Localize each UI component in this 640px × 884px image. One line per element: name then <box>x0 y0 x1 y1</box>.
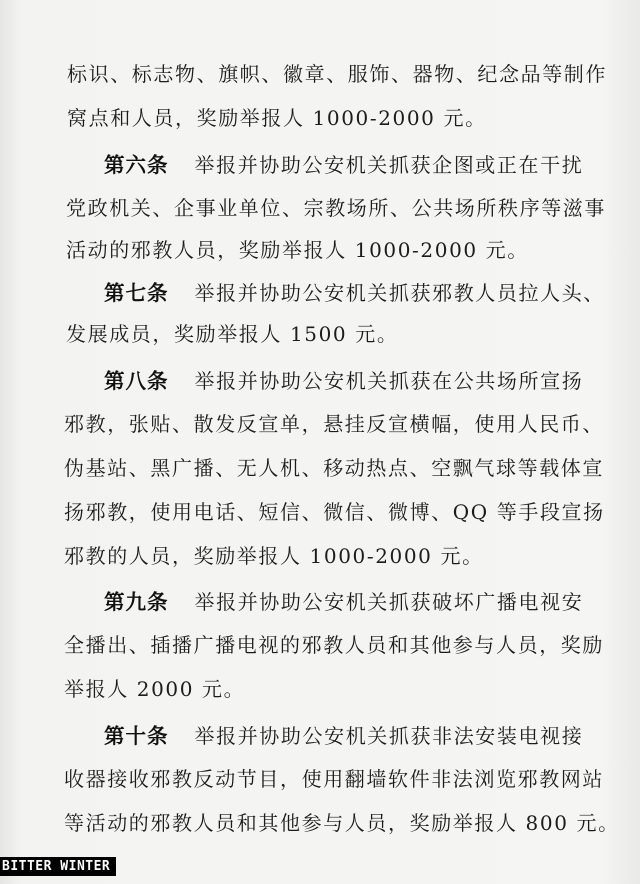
article-9-heading: 第九条 <box>104 590 169 614</box>
text-line-content: 举报并协助公安机关抓获企图或正在干扰 <box>194 153 584 177</box>
text-line-content: 党政机关、企事业单位、宗教场所、公共场所秩序等滋事 <box>66 196 606 220</box>
text-line-content: 举报并协助公安机关抓获邪教人员拉人头、 <box>194 281 605 305</box>
article-7-line <box>104 276 605 306</box>
article-9-line <box>104 585 583 615</box>
text-line-content: 举报并协助公安机关抓获破坏广播电视安 <box>194 590 584 614</box>
text-line-content: 举报并协助公安机关抓获在公共场所宣扬 <box>194 369 584 393</box>
article-10-line <box>104 719 583 749</box>
article-6-heading: 第六条 <box>104 153 169 177</box>
article-8-line <box>104 364 583 394</box>
article-8-heading: 第八条 <box>104 369 169 393</box>
article-10-heading: 第十条 <box>104 724 169 748</box>
text-line-content: 活动的邪教人员，奖励举报人 1000-2000 元。 <box>66 238 529 262</box>
text-line-content: 邪教，张贴、散发反宣单，悬挂反宣横幅，使用人民币、 <box>64 412 604 436</box>
article-6-line <box>104 148 583 178</box>
text-line-content: 举报人 2000 元。 <box>64 677 246 701</box>
article-7-heading: 第七条 <box>104 281 169 305</box>
text-line-content: 全播出、插播广播电视的邪教人员和其他参与人员，奖励 <box>64 633 604 657</box>
text-line-content: 收器接收邪教反动节目，使用翻墙软件非法浏览邪教网站 <box>64 767 604 791</box>
text-line-content: 窝点和人员，奖励举报人 1000-2000 元。 <box>67 106 487 130</box>
text-line-content: 邪教的人员，奖励举报人 1000-2000 元。 <box>64 544 484 568</box>
text-line-content: 等活动的邪教人员和其他参与人员，奖励举报人 800 元。 <box>64 811 620 835</box>
text-line-content: 发展成员，奖励举报人 1500 元。 <box>66 322 399 346</box>
text-line-content: 扬邪教，使用电话、短信、微信、微博、QQ 等手段宣扬 <box>64 500 605 524</box>
text-line-content: 伪基站、黑广播、无人机、移动热点、空飘气球等载体宣 <box>64 456 604 480</box>
text-line-content: 标识、标志物、旗帜、徽章、服饰、器物、纪念品等制作 <box>67 62 607 86</box>
text-line-content: 举报并协助公安机关抓获非法安装电视接 <box>194 724 584 748</box>
watermark-label: BITTER WINTER <box>0 857 116 876</box>
